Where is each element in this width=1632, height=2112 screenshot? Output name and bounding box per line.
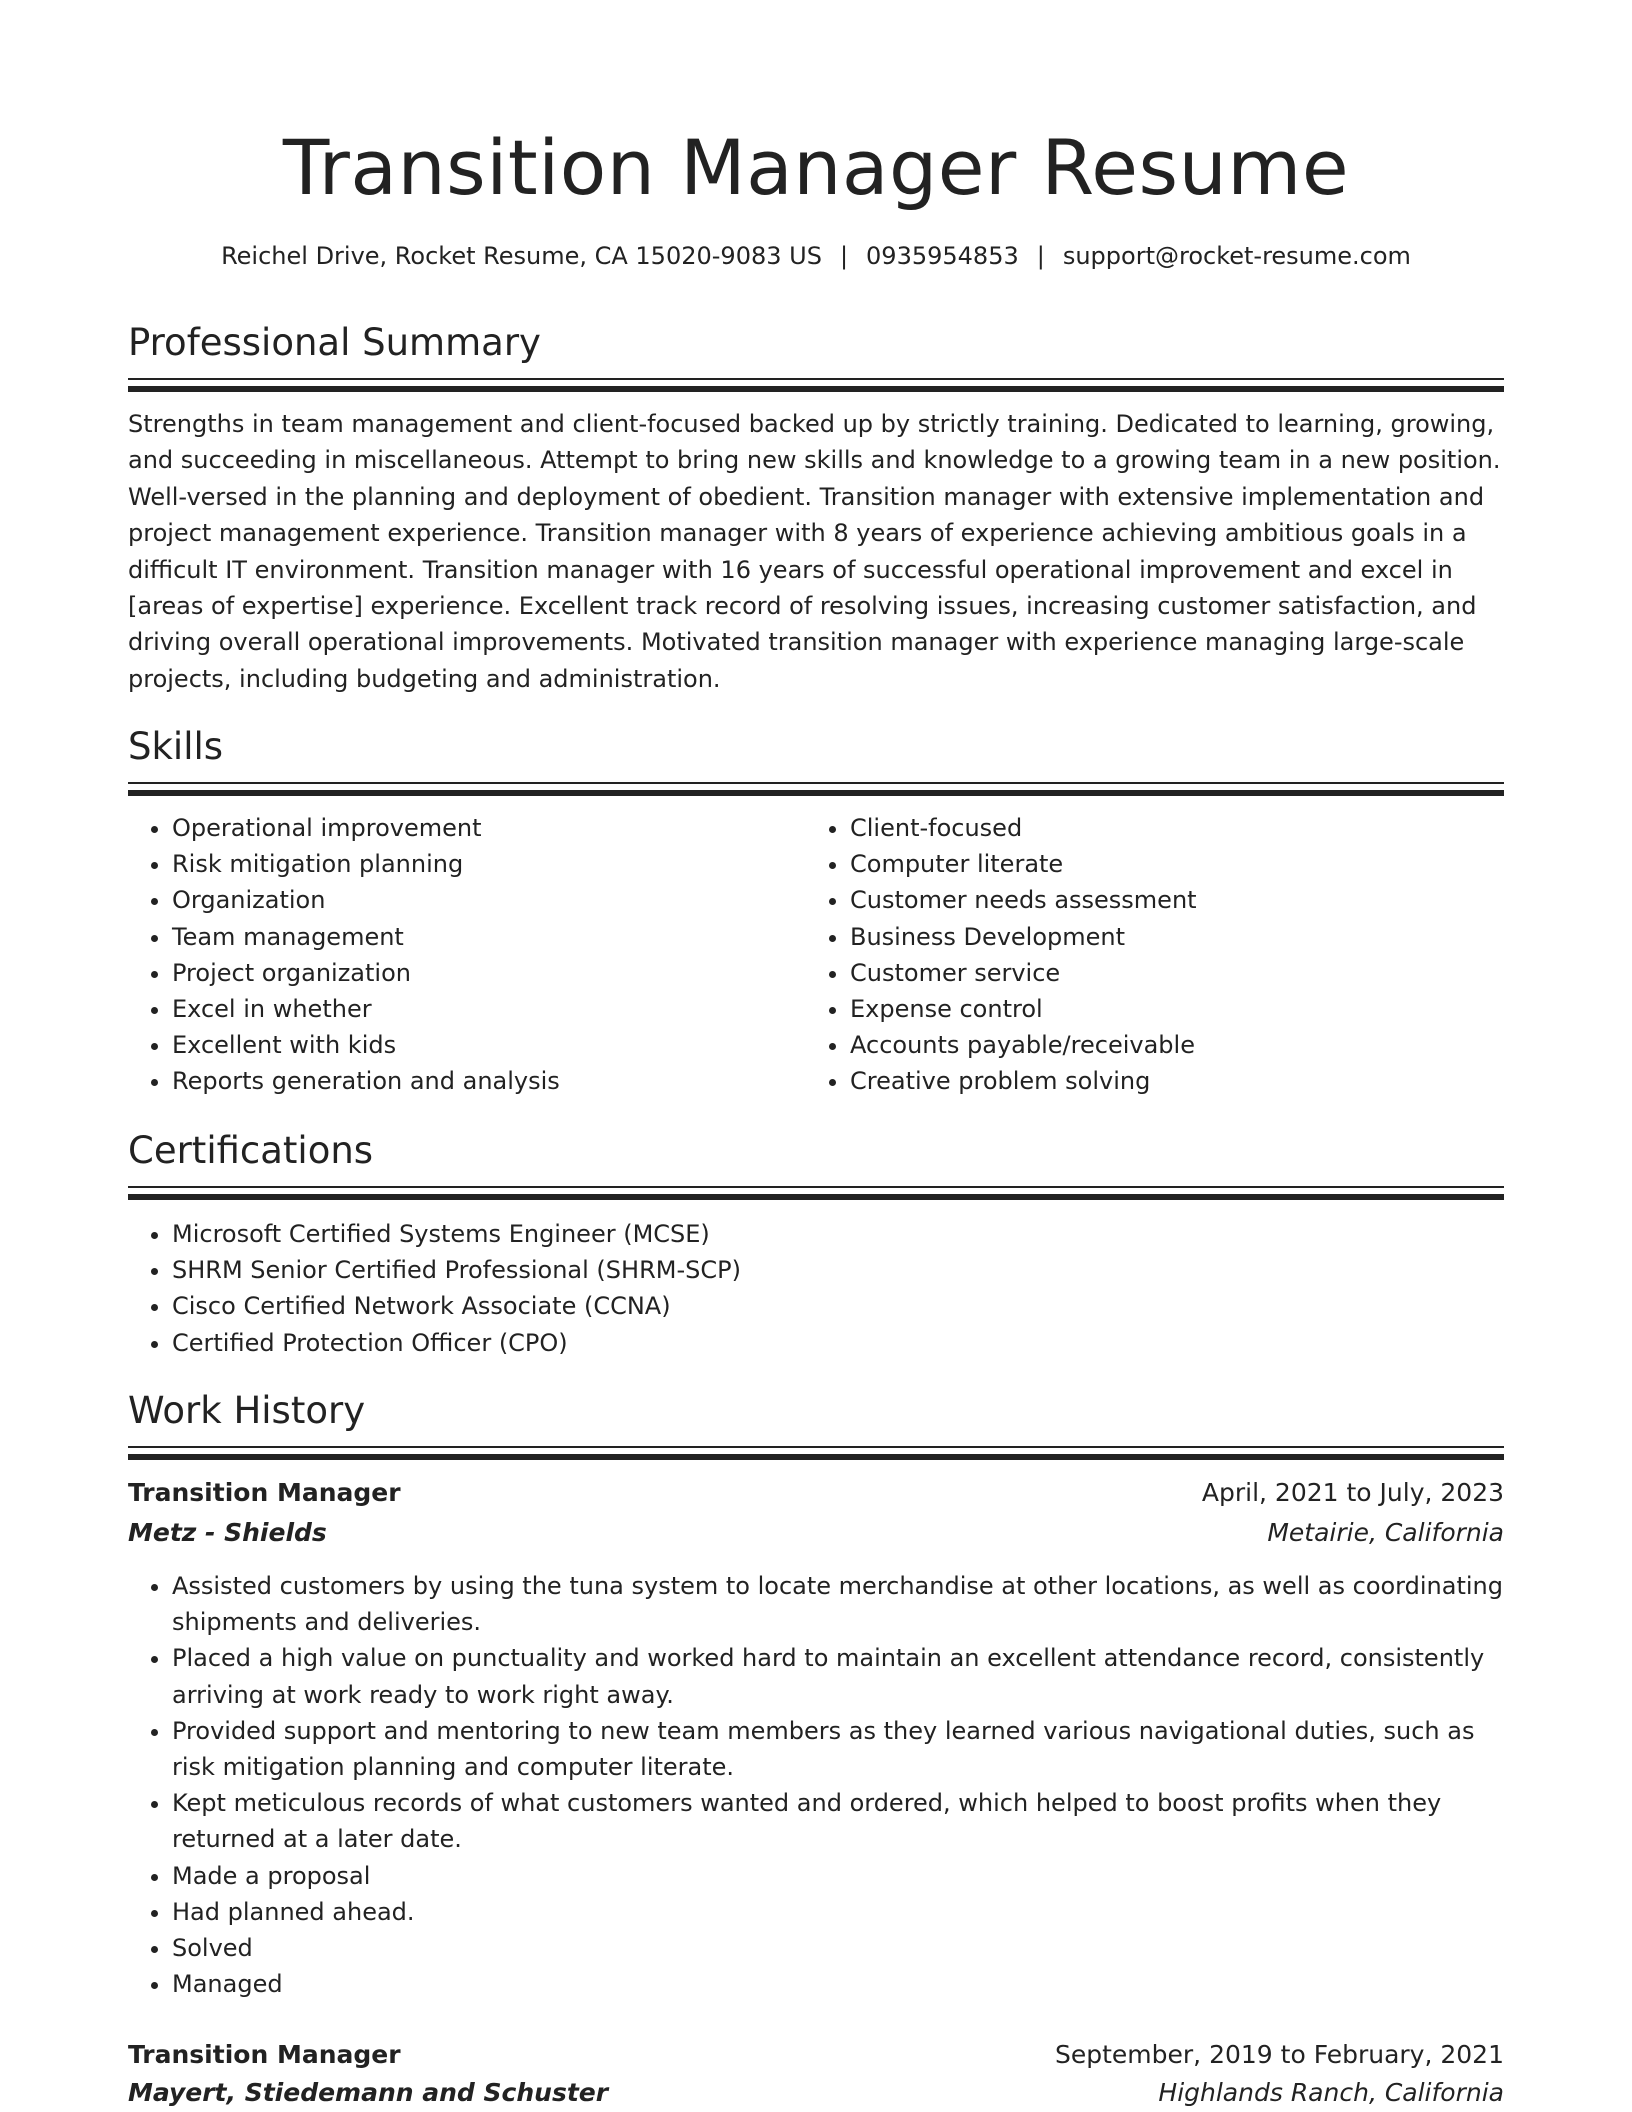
skills-list-right — [806, 810, 1480, 1100]
certification-item: • Microsoft Certified Systems Engineer (MCSE) — [172, 1216, 1472, 1252]
job-location: Metairie, California — [1267, 1518, 1504, 1547]
skill-item: • Excel in whether — [172, 991, 802, 1027]
contact-address: Reichel Drive, Rocket Resume, CA 15020-9083 US — [221, 242, 822, 270]
skill-item: • Creative problem solving — [850, 1063, 1480, 1099]
skill-item: • Customer service — [850, 955, 1480, 991]
contact-separator: | — [839, 242, 849, 270]
skills-heading: Skills — [128, 725, 224, 768]
job-bullet: • Placed a high value on punctuality and worked hard to maintain an excellent attendance record, consistently arriving at work ready to work right away. — [172, 1640, 1504, 1712]
summary-divider — [128, 378, 1504, 384]
skill-item: • Organization — [172, 882, 802, 918]
certifications-divider — [128, 1186, 1504, 1192]
contact-separator: | — [1036, 242, 1045, 270]
certification-item: • Certified Protection Officer (CPO) — [172, 1325, 1472, 1361]
skill-item: • Project organization — [172, 955, 802, 991]
summary-text: Strengths in team management and client-focused backed up by strictly training. Dedicated to learning, growing, and succeeding in miscellaneous. Attempt to bring new skills and knowledge to a growing team in a new position. Well-versed in the planning and deployment of obedient. Transition manager with extensive implementation and project management experience. Transition manager with 8 years of experience achieving ambitious goals in a difficult IT environment. Transition manager with 16 years of successful operational improvement and excel in [areas of expertise] experience. Excellent track record of resolving issues, increasing customer satisfaction, and driving overall operational improvements. Motivated transition manager with experience managing large-scale projects, including budgeting and administration. — [128, 410, 1501, 693]
job-title: Transition Manager — [128, 2040, 401, 2069]
skill-item: • Team management — [172, 919, 802, 955]
job-location: Highlands Ranch, California — [1158, 2078, 1504, 2107]
job-dates: September, 2019 to February, 2021 — [1055, 2040, 1504, 2069]
summary-heading: Professional Summary — [128, 321, 541, 364]
skill-item: • Expense control — [850, 991, 1480, 1027]
skills-divider — [128, 782, 1504, 788]
contact-line — [128, 238, 1504, 274]
certifications-heading: Certifications — [128, 1129, 374, 1172]
job-bullet: • Had planned ahead. — [172, 1894, 1504, 1930]
certification-item: • Cisco Certified Network Associate (CCNA) — [172, 1288, 1472, 1324]
contact-phone: 0935954853 — [866, 242, 1019, 270]
skill-item: • Business Development — [850, 919, 1480, 955]
work-history-divider — [128, 1446, 1504, 1452]
job-bullet: • Made a proposal — [172, 1858, 1504, 1894]
skill-item: • Excellent with kids — [172, 1027, 802, 1063]
skill-item: • Risk mitigation planning — [172, 846, 802, 882]
job-bullet: • Kept meticulous records of what customers wanted and ordered, which helped to boost profits when they returned at a later date. — [172, 1785, 1504, 1857]
skill-item: • Reports generation and analysis — [172, 1063, 802, 1099]
skill-item: • Customer needs assessment — [850, 882, 1480, 918]
skill-item: • Computer literate — [850, 846, 1480, 882]
job-bullet: • Assisted customers by using the tuna system to locate merchandise at other locations, as well as coordinating shipments and deliveries. — [172, 1568, 1504, 1640]
job-dates: April, 2021 to July, 2023 — [1201, 1478, 1504, 1507]
certifications-list — [128, 1216, 1472, 1361]
job-bullet: • Solved — [172, 1930, 1504, 1966]
page-title: Transition Manager Resume — [282, 123, 1350, 212]
work-history-heading: Work History — [128, 1389, 366, 1432]
skill-item: • Client-focused — [850, 810, 1480, 846]
job-company: Mayert, Stiedemann and Schuster — [128, 2078, 609, 2107]
contact-email: support@rocket-resume.com — [1062, 242, 1411, 270]
job-bullet: • Provided support and mentoring to new team members as they learned various navigational duties, such as risk mitigation planning and computer literate. — [172, 1713, 1504, 1785]
job-bullets — [128, 1568, 1504, 2002]
skill-item: • Accounts payable/receivable — [850, 1027, 1480, 1063]
job-title: Transition Manager — [128, 1478, 401, 1507]
skills-list-left — [128, 810, 802, 1100]
job-company: Metz - Shields — [128, 1518, 327, 1547]
certification-item: • SHRM Senior Certified Professional (SHRM-SCP) — [172, 1252, 1472, 1288]
job-bullet: • Managed — [172, 1966, 1504, 2002]
skill-item: • Operational improvement — [172, 810, 802, 846]
